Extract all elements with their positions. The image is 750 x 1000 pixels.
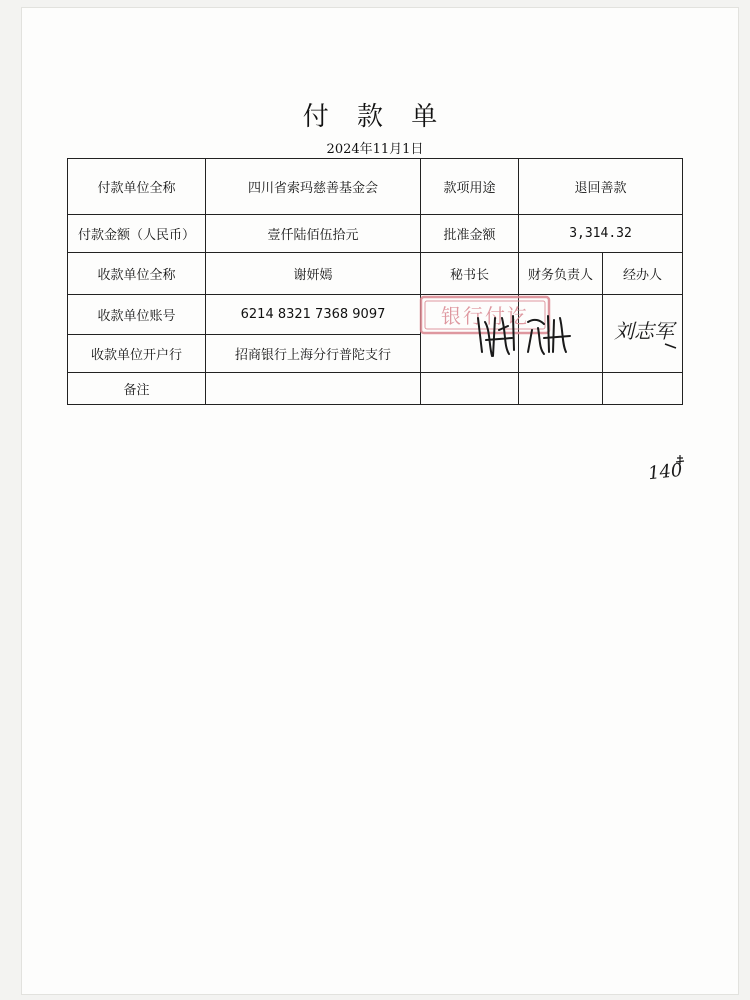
finance-head-header: 财务负责人: [519, 253, 603, 295]
table-row: [68, 253, 683, 295]
payer-name-label: 付款单位全称: [68, 159, 206, 215]
document-title: 付 款 单: [302, 102, 448, 132]
payee-name-label: 收款单位全称: [68, 253, 206, 295]
stamp-text: 银行付讫: [441, 304, 529, 328]
handler-signature-cell: [603, 295, 683, 373]
table-row: [68, 295, 683, 335]
remarks-blank-cell: [519, 373, 603, 405]
handler-signature: 刘志军: [614, 319, 674, 343]
payee-bank-label: 收款单位开户行: [68, 335, 206, 373]
remarks-blank-cell: [421, 373, 519, 405]
table-row: [68, 159, 683, 215]
payer-name-value: 四川省索玛慈善基金会: [206, 159, 421, 215]
approved-amount-label: 批准金额: [421, 215, 519, 253]
purpose-value: 退回善款: [519, 159, 683, 215]
remarks-blank-cell: [603, 373, 683, 405]
secretary-signature-cell: [421, 295, 519, 373]
approved-amount-value: 3,314.32: [519, 215, 683, 253]
purpose-label: 款项用途: [421, 159, 519, 215]
document-date: 2024年11月1日: [326, 142, 424, 157]
table-row: [68, 215, 683, 253]
payee-bank-value: 招商银行上海分行普陀支行: [206, 335, 421, 373]
payee-account-label: 收款单位账号: [68, 295, 206, 335]
margin-note: 140: [647, 459, 684, 485]
payment-amount-label: 付款金额（人民币）: [68, 215, 206, 253]
remarks-label: 备注: [68, 373, 206, 405]
finance-signature-cell: [519, 295, 603, 373]
payee-name-value: 谢妍嫣: [206, 253, 421, 295]
payment-voucher-table: [67, 158, 683, 405]
table-row: [68, 373, 683, 405]
payee-account-value: 6214 8321 7368 9097: [206, 295, 421, 335]
payment-amount-value: 壹仟陆佰伍拾元: [206, 215, 421, 253]
handler-header: 经办人: [603, 253, 683, 295]
secretary-general-header: 秘书长: [421, 253, 519, 295]
remarks-value: [206, 373, 421, 405]
